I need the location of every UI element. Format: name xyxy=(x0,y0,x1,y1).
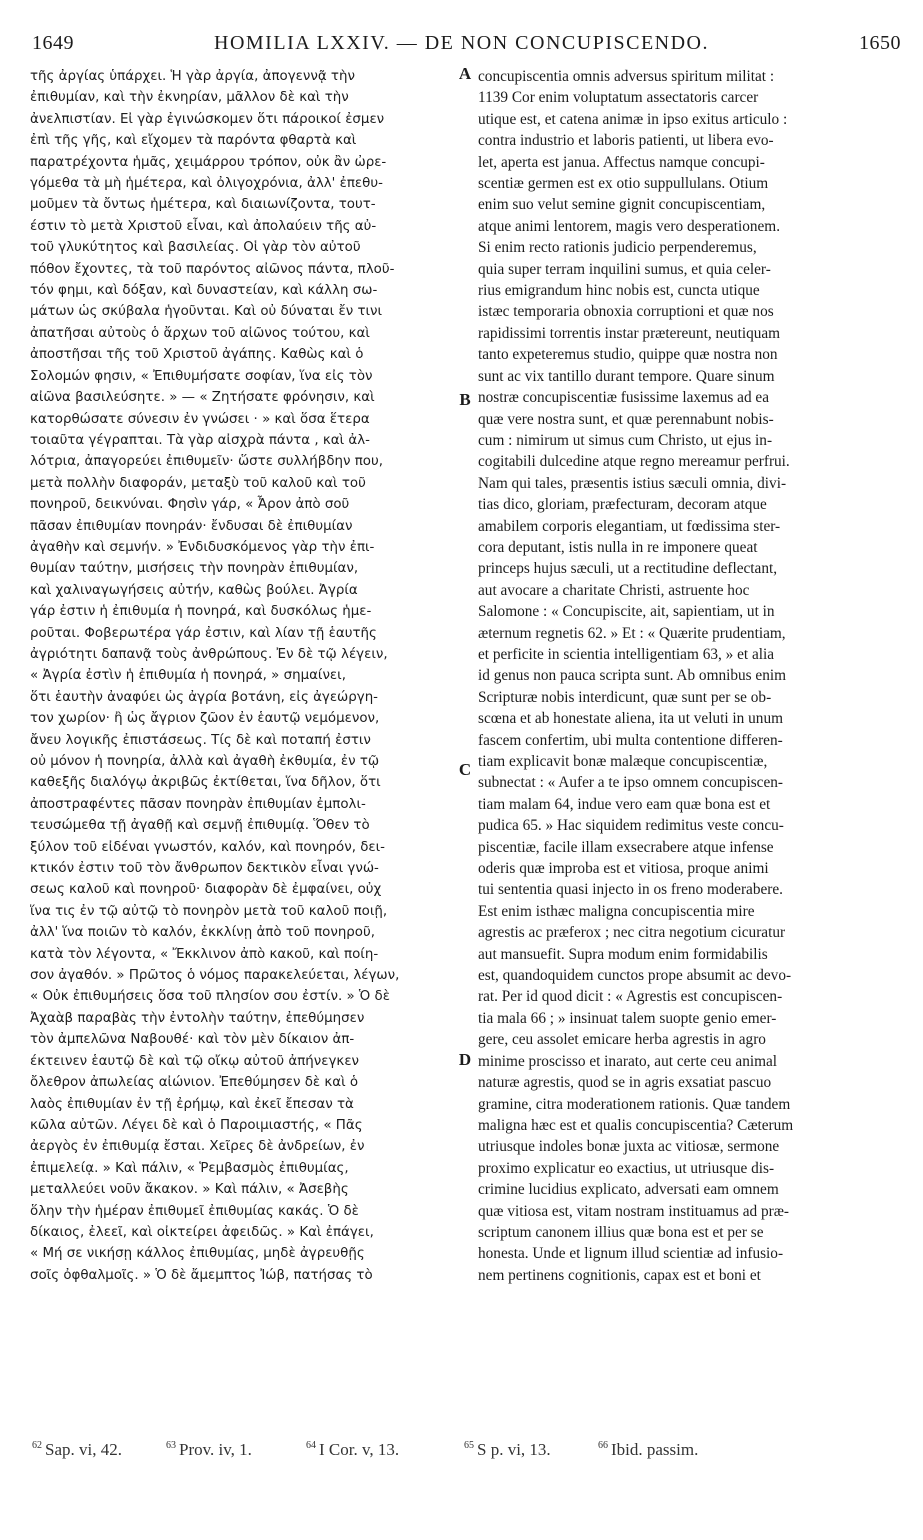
page-number-left: 1649 xyxy=(32,32,74,54)
text-line: τόν φημι, καὶ δόξαν, καὶ δυναστείαν, καὶ κάλλη σω- xyxy=(30,283,378,299)
text-line: scriptum canonem illius quæ bona est et per se xyxy=(478,1223,764,1241)
text-line: tiam malam 64, indue vero eam quæ bona est et xyxy=(478,795,771,813)
text-line: scentiæ germen est ex otio suppullulans. Otium xyxy=(478,175,769,193)
text-line: σον ἀγαθόν. » Πρῶτος ὁ νόμος παρακελεύεται, λέγων, xyxy=(30,968,400,984)
text-line: μάτων ὡς σκύβαλα ἡγοῦνται. Καὶ οὐ δύναται ἔν τινι xyxy=(30,304,383,320)
text-line: et perficite in scientia intelligentiam 63, » et alia xyxy=(478,645,775,663)
text-line: rat. Per id quod dicit : « Agrestis est concupiscen- xyxy=(478,988,783,1006)
text-line: ἀπατῆσαι αὐτοὺς ὁ ἄρχων τοῦ αἰῶνος τούτου, καὶ xyxy=(30,325,370,341)
text-line: id genus non pauca scripta sunt. Ab omnibus enim xyxy=(478,667,787,685)
text-line: μετὰ πολλὴν διαφοράν, μεταξὺ τοῦ καλοῦ καὶ τοῦ xyxy=(30,475,366,491)
text-line: λότρια, ἀπαγορεύει ἐπιθυμεῖν· ὥστε συλλήβδην που, xyxy=(30,454,383,470)
text-line: ἀγαθὴν καὶ σεμνήν. » Ἐνδιδυσκόμενος γὰρ τὴν ἐπι- xyxy=(30,539,375,555)
text-line: ξύλον τοῦ εἰδέναι γνωστόν, καλόν, καὶ πονηρόν, δει- xyxy=(30,839,386,855)
text-line: quæ vere nostra sunt, et quæ perennabunt nobis- xyxy=(478,410,774,428)
text-line: ὅτι ἑαυτὴν ἀναφύει ὡς ἀγρία βοτάνη, εἰς ἀγεώργη- xyxy=(30,689,379,705)
text-line: τοῦ γλυκύτητος καὶ βασιλείας. Οἱ γὰρ τὸν αὐτοῦ xyxy=(30,240,361,256)
text-line: γόμεθα τὰ μὴ ἡμέτερα, καὶ ὀλιγοχρόνια, ἀλλ' ἐπεθυ- xyxy=(30,176,383,192)
text-line: quia super terram inquilini sumus, et quia celer- xyxy=(478,260,771,278)
text-line: ἐπιθυμίαν, καὶ τὴν ἐκνηρίαν, μᾶλλον δὲ καὶ τὴν xyxy=(30,90,349,106)
text-line: ἵνα τις ἐν τῷ αὐτῷ τὸ πονηρὸν μετὰ τοῦ καλοῦ ποιῇ, xyxy=(30,903,388,919)
text-line: utique est, et catena animæ in ipso exitus articulo : xyxy=(478,110,788,128)
text-line: έκτεινεν ἑαυτῷ δὲ καὶ τῷ οἴκῳ αὐτοῦ ἀπήνεγκεν xyxy=(30,1053,360,1069)
text-line: « Μή σε νικήσῃ κάλλος ἐπιθυμίας, μηδὲ ἀγρευθῇς xyxy=(30,1246,365,1262)
text-line: minime proscisso et inarato, aut certe ceu animal xyxy=(478,1052,778,1070)
text-line: ὄλεθρον ἀπωλείας αἰώνιον. Ἐπεθύμησεν δὲ καὶ ὁ xyxy=(30,1075,359,1091)
text-line: ἀνελπιστίαν. Εἰ γὰρ ἐγινώσκομεν ὅτι πάροικοί ἐσμεν xyxy=(30,111,385,127)
text-line: gere, ceu assolet emicare herba agrestis in agro xyxy=(478,1031,766,1049)
footnotes xyxy=(0,1430,923,1480)
text-line: 1139 Cor enim voluptatum assectatoris carcer xyxy=(478,89,759,107)
text-line: τὸν ἀμπελῶνα Ναβουθέ· καὶ τὸν μὲν δίκαιον ἀπ- xyxy=(30,1032,355,1048)
text-line: μοῦμεν τὰ ὄντως ἡμέτερα, καὶ διαιωνίζοντα, τουτ- xyxy=(30,197,376,213)
text-line: istæc temporaria obnoxia corruptioni et quæ nos xyxy=(478,303,774,321)
text-line: tiam explicavit bonæ malæque concupiscentiæ, xyxy=(478,753,768,770)
text-line: ἐπὶ τῆς γῆς, καὶ εἴχομεν τὰ παρόντα φθαρτὰ καὶ xyxy=(30,133,357,149)
section-marker-b: B xyxy=(459,390,471,409)
text-line: Σολομών φησιν, « Ἐπιθυμήσατε σοφίαν, ἵνα εἰς τὸν xyxy=(30,368,373,384)
text-line: ροῦται. Φοβερωτέρα γάρ ἐστιν, καὶ λίαν τῇ ἑαυτῆς xyxy=(30,625,377,641)
text-line: Scripturæ nobis interdicunt, quæ sunt per se ob- xyxy=(478,688,772,706)
text-line: καθεξῆς διαλόγῳ ἀκριβῶς ἐκτίθεται, ἵνα δῆλον, ὅτι xyxy=(30,775,381,791)
text-line: tia mala 66 ; » insinuat talem suopte genio emer- xyxy=(478,1009,777,1027)
text-line: honesta. Unde et lignum illud scientiæ ad infusio- xyxy=(478,1245,784,1263)
text-line: τῆς ἀργίας ὑπάρχει. Ἡ γὰρ ἀργία, ἀπογεννᾷ τὴν xyxy=(30,69,355,84)
text-line: subnectat : « Aufer a te ipso omnem concupiscen- xyxy=(478,774,783,792)
text-line: tanto expeteremus studio, quippe quæ nostra non xyxy=(478,346,778,364)
text-line: οὐ μόνον ἡ πονηρία, ἀλλὰ καὶ ἀγαθὴ ἐκθυμία, ἐν τῷ xyxy=(30,754,380,769)
text-line: naturæ agrestis, quod se in agris exsatiat pascuo xyxy=(478,1074,772,1092)
text-line: scœna et ab honestate aliena, ita ut veluti in unum xyxy=(478,710,783,728)
text-line: rapidissimi torrentis instar prætereunt, neutiquam xyxy=(478,324,781,342)
text-line: δίκαιος, ἐλεεῖ, καὶ οἰκτείρει ἀφειδῶς. » Καὶ ἐπάγει, xyxy=(30,1224,374,1240)
text-line: cum : nimirum ut simus cum Christo, ut ejus in- xyxy=(478,431,773,449)
text-line: ἀεργὸς ἐν ἐπιθυμίᾳ ἔσται. Χεῖρες δὲ ἀνδρείων, ἐν xyxy=(30,1139,365,1155)
text-line: aut mansuefit. Supra modum enim formidabilis xyxy=(478,945,768,963)
text-line: πονηροῦ, δεικνύναι. Φησὶν γάρ, « Ἆρον ἀπὸ σοῦ xyxy=(30,497,350,513)
greek-text-column xyxy=(30,66,458,1426)
text-line: atque animi lentorem, magis vero desperationem. xyxy=(478,217,781,235)
text-line: ὅλην τὴν ἡμέραν ἐπιθυμεῖ ἐπιθυμίας κακάς. Ὁ δὲ xyxy=(30,1203,359,1219)
page-number-right: 1650 xyxy=(859,32,901,54)
text-line: fascem confertim, ubi multa contentione differen- xyxy=(478,731,783,749)
text-line: θυμίαν ταύτην, μισήσεις τὴν πονηρὰν ἐπιθυμίαν, xyxy=(30,561,359,577)
text-line: nem pertinens cognitionis, capax est et boni et xyxy=(478,1266,761,1284)
text-line: πόθον ἔχοντες, τὰ τοῦ παρόντος αἰῶνος πάντα, πλοῦ- xyxy=(30,261,395,277)
text-line: παρατρέχοντα ἡμᾶς, χειμάρρου τρόπον, οὐκ ἂν ὠρε- xyxy=(30,154,387,170)
text-line: λαὸς ἐπιθυμίαν ἐν τῇ ἐρήμῳ, καὶ ἐκεῖ ἔπεσαν τὰ xyxy=(30,1096,354,1112)
text-line: καὶ χαλιναγωγήσεις αὐτήν, καθὼς βούλει. Ἀγρία xyxy=(30,582,358,598)
text-line: σοῖς ὀφθαλμοῖς. » Ὁ δὲ ἄμεμπτος Ἰώβ, πατήσας τὸ xyxy=(30,1267,373,1283)
text-line: ἐπιμελείᾳ. » Καὶ πάλιν, « Ῥεμβασμὸς ἐπιθυμίας, xyxy=(30,1160,349,1176)
text-line: ἀποστῆσαι τῆς τοῦ Χριστοῦ ἀγάπης. Καθὼς καὶ ὁ xyxy=(30,347,364,363)
latin-text-column xyxy=(478,66,892,1426)
text-line: τοιαῦτα γέγραπται. Τὰ γὰρ αἰσχρὰ πάντα , καὶ ἀλ- xyxy=(30,432,370,448)
section-marker-c: C xyxy=(458,760,472,779)
text-line: enim suo velut semine gignit concupiscentiam, xyxy=(478,196,766,214)
text-line: Nam qui tales, præsentis istius sæculi omnia, divi- xyxy=(478,474,787,492)
text-line: σεως καλοῦ καὶ πονηροῦ· διαφορὰν δὲ ἐμφαίνει, οὐχ xyxy=(30,882,382,898)
text-line: « Οὐκ ἐπιθυμήσεις ὅσα τοῦ πλησίον σου ἐστίν. » Ὁ δὲ xyxy=(30,989,390,1005)
text-line: τευσώμεθα τῇ ἀγαθῇ καὶ σεμνῇ ἐπιθυμίᾳ. Ὅθεν τὸ xyxy=(30,818,370,834)
text-line: maligna hæc est et qualis concupiscentia? Cæterum xyxy=(478,1116,794,1134)
text-line: κατορθώσατε σύνεσιν ἐν γνώσει · » καὶ ὅσα ἕτερα xyxy=(30,411,370,427)
footnote: $^{63}$ Prov. iv, 1. xyxy=(166,1440,252,1459)
text-line: Est enim isthæc maligna concupiscentia mire xyxy=(478,902,755,920)
footnote: $^{66}$ Ibid. passim. xyxy=(598,1440,699,1459)
text-line: κτικόν ἐστιν τοῦ τὸν ἄνθρωπον δεκτικὸν εἶναι γνώ- xyxy=(30,861,379,877)
section-marker-a: A xyxy=(458,64,472,83)
text-line: crimine lucidius explicato, adversati eam omnem xyxy=(478,1181,779,1199)
text-line: sunt ac vix tantillo durant tempore. Quare sinum xyxy=(478,367,775,385)
text-line: let, aperta est janua. Affectus namque concupi- xyxy=(478,153,765,171)
text-line: piscentiæ, facile illam exsecrabere atque infense xyxy=(478,838,774,856)
text-line: utriusque indoles bonæ juxta ac vitiosæ, sermone xyxy=(478,1138,780,1156)
footnote: $^{65}$ S p. vi, 13. xyxy=(464,1440,551,1459)
text-line: έστιν τὸ μετὰ Χριστοῦ εἶναι, καὶ ἀπολαύειν τῆς αὐ- xyxy=(30,218,377,234)
text-line: cora deputant, istis nulla in re imponere queat xyxy=(478,538,758,556)
text-line: Si enim recto rationis judicio perpenderemus, xyxy=(478,239,757,257)
text-line: γάρ ἐστιν ἡ ἐπιθυμία ἡ πονηρά, καὶ δυσκόλως ἡμε- xyxy=(30,604,372,620)
text-line: quæ vitiosa est, vitam nostram instituamus ad præ- xyxy=(478,1202,790,1220)
running-title: HOMILIA LXXIV. — DE NON CONCUPISCENDO. xyxy=(214,32,709,54)
text-line: μεταλλεύει νοῦν ἄκακον. » Καὶ πάλιν, « Ἀσεβὴς xyxy=(30,1182,349,1198)
text-line: amabilem corporis elegantiam, ut fœdissima ster- xyxy=(478,517,781,535)
text-line: tias dico, gloriam, præfecturam, decoram atque xyxy=(478,496,767,514)
text-line: rius emigrandum hinc nobis est, cuncta utique xyxy=(478,282,760,300)
text-line: « Ἀγρία ἐστὶν ἡ ἐπιθυμία ἡ πονηρά, » σημαίνει, xyxy=(30,668,346,684)
text-line: æternum regnetis 62. » Et : « Quærite prudentiam, xyxy=(478,624,786,642)
text-line: κατὰ τὸν λέγοντα, « Ἔκκλινον ἀπὸ κακοῦ, καὶ ποίη- xyxy=(30,946,379,962)
page-header xyxy=(0,0,923,72)
text-line: τον χωρίον· ἢ ὡς ἄγριον ζῶον ἐν ἑαυτῷ νεμόμενον, xyxy=(30,711,380,727)
text-line: aut avocare a charitate Christi, astruente hoc xyxy=(478,581,750,599)
text-line: ἀλλ' ἵνα ποιῶν τὸ καλόν, ἐκκλίνῃ ἀπὸ τοῦ πονηροῦ, xyxy=(30,925,375,941)
text-line: nostræ concupiscentiæ fusissime laxemus ad ea xyxy=(478,389,770,407)
text-line: princeps hujus sæculi, ut a rectitudine deflectant, xyxy=(478,560,778,578)
text-line: gramine, citra moderationem rationis. Quæ tandem xyxy=(478,1095,791,1113)
text-line: est, quandoquidem cunctos prope absumit ac devo- xyxy=(478,967,792,985)
text-line: tui sententia quasi injecto in os freno moderabere. xyxy=(478,881,783,899)
text-line: concupiscentia omnis adversus spiritum militat : xyxy=(478,68,775,85)
text-line: Ἀχαὰβ παραβὰς τὴν ἐντολὴν ταύτην, ἐπεθύμησεν xyxy=(30,1010,365,1026)
text-line: oderis quæ improba est et vitiosa, proque animi xyxy=(478,860,769,878)
text-line: agrestis ac præferox ; nec citra negotium cicuratur xyxy=(478,924,786,942)
text-line: ἄνευ λογικῆς ἐπιστάσεως. Τίς δὲ καὶ ποταπή ἐστιν xyxy=(30,732,371,748)
footnote: $^{62}$ Sap. vi, 42. xyxy=(32,1440,122,1459)
section-marker-d: D xyxy=(458,1050,472,1069)
text-line: proximo explicatur eo exactius, ut utriusque dis- xyxy=(478,1159,775,1177)
text-line: ἀγριότητι δαπανᾷ τοὺς ἀνθρώπους. Ἐν δὲ τῷ λέγειν, xyxy=(30,646,388,662)
text-line: αἰῶνα βασιλεύσητε. » — « Ζητήσατε φρόνησιν, καὶ xyxy=(30,390,375,406)
text-line: κῶλα αὐτῶν. Λέγει δὲ καὶ ὁ Παροιμιαστής, « Πᾶς xyxy=(30,1117,363,1133)
footnote: $^{64}$ I Cor. v, 13. xyxy=(306,1440,400,1459)
text-line: pudica 65. » Hac siquidem redimitus veste concu- xyxy=(478,817,784,835)
text-line: cogitabili dulcedine atque regno mereamur perfrui. xyxy=(478,453,790,471)
text-line: Salomone : « Concupiscite, ait, sapientiam, ut in xyxy=(478,603,775,621)
text-line: ἀποστραφέντες πᾶσαν πονηρὰν ἐπιθυμίαν ἐμπολι- xyxy=(30,796,366,812)
text-line: πᾶσαν ἐπιθυμίαν πονηράν· ἔνδυσαι δὲ ἐπιθυμίαν xyxy=(30,518,353,534)
text-line: contra industrio et laboris patienti, ut libera evo- xyxy=(478,132,774,150)
